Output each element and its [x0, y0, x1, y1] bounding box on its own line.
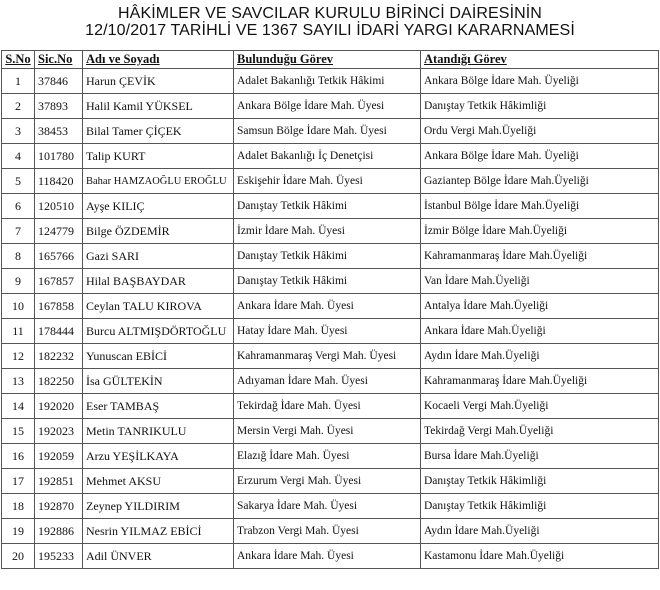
row-sno: 3	[2, 119, 35, 144]
table-row	[2, 319, 659, 344]
column-header-sno: S.No	[2, 51, 35, 69]
row-name: Ceylan TALU KIROVA	[83, 294, 234, 319]
row-sicno: 182250	[35, 369, 83, 394]
row-name: Nesrin YILMAZ EBİCİ	[83, 519, 234, 544]
table-row	[2, 219, 659, 244]
row-sicno: 167857	[35, 269, 83, 294]
row-assigned-post: Van İdare Mah.Üyeliği	[421, 269, 659, 294]
row-name: Yunuscan EBİCİ	[83, 344, 234, 369]
table-row	[2, 194, 659, 219]
row-sicno: 192059	[35, 444, 83, 469]
row-name: Ayşe KILIÇ	[83, 194, 234, 219]
row-sicno: 165766	[35, 244, 83, 269]
row-sicno: 192886	[35, 519, 83, 544]
row-sno: 14	[2, 394, 35, 419]
row-sno: 17	[2, 469, 35, 494]
row-assigned-post: Antalya İdare Mah.Üyeliği	[421, 294, 659, 319]
column-header-sicno: Sic.No	[35, 51, 83, 69]
row-sno: 4	[2, 144, 35, 169]
row-current-post: Danıştay Tetkik Hâkimi	[234, 269, 421, 294]
row-name: Halil Kamil YÜKSEL	[83, 94, 234, 119]
row-current-post: Adalet Bakanlığı İç Denetçisi	[234, 144, 421, 169]
row-current-post: Trabzon Vergi Mah. Üyesi	[234, 519, 421, 544]
row-sno: 18	[2, 494, 35, 519]
row-current-post: Danıştay Tetkik Hâkimi	[234, 244, 421, 269]
row-assigned-post: Danıştay Tetkik Hâkimliği	[421, 94, 659, 119]
row-sno: 8	[2, 244, 35, 269]
row-name: Eser TAMBAŞ	[83, 394, 234, 419]
table-row	[2, 344, 659, 369]
appointments-table	[1, 50, 659, 569]
row-sicno: 101780	[35, 144, 83, 169]
row-current-post: Ankara Bölge İdare Mah. Üyesi	[234, 94, 421, 119]
table-row	[2, 69, 659, 94]
row-name: Metin TANRIKULU	[83, 419, 234, 444]
table-row	[2, 419, 659, 444]
row-assigned-post: Kahramanmaraş İdare Mah.Üyeliği	[421, 244, 659, 269]
row-sicno: 38453	[35, 119, 83, 144]
row-sno: 13	[2, 369, 35, 394]
row-current-post: Sakarya İdare Mah. Üyesi	[234, 494, 421, 519]
row-name: Bilal Tamer ÇİÇEK	[83, 119, 234, 144]
row-assigned-post: Kahramanmaraş İdare Mah.Üyeliği	[421, 369, 659, 394]
row-sno: 9	[2, 269, 35, 294]
row-assigned-post: Tekirdağ Vergi Mah.Üyeliği	[421, 419, 659, 444]
row-sno: 19	[2, 519, 35, 544]
table-row	[2, 169, 659, 194]
row-current-post: Tekirdağ İdare Mah. Üyesi	[234, 394, 421, 419]
table-row	[2, 544, 659, 569]
row-current-post: Danıştay Tetkik Hâkimi	[234, 194, 421, 219]
row-sno: 12	[2, 344, 35, 369]
row-sno: 10	[2, 294, 35, 319]
row-name: Talip KURT	[83, 144, 234, 169]
row-current-post: Hatay İdare Mah. Üyesi	[234, 319, 421, 344]
row-assigned-post: Gaziantep Bölge İdare Mah.Üyeliği	[421, 169, 659, 194]
row-sicno: 124779	[35, 219, 83, 244]
row-name: Hilal BAŞBAYDAR	[83, 269, 234, 294]
row-current-post: Adalet Bakanlığı Tetkik Hâkimi	[234, 69, 421, 94]
row-sno: 7	[2, 219, 35, 244]
row-sno: 20	[2, 544, 35, 569]
row-current-post: Mersin Vergi Mah. Üyesi	[234, 419, 421, 444]
column-header-name: Adı ve Soyadı	[83, 51, 234, 69]
table-row	[2, 94, 659, 119]
row-assigned-post: Danıştay Tetkik Hâkimliği	[421, 494, 659, 519]
row-assigned-post: Ankara Bölge İdare Mah. Üyeliği	[421, 144, 659, 169]
row-assigned-post: Bursa İdare Mah.Üyeliği	[421, 444, 659, 469]
row-name: Gazi SARI	[83, 244, 234, 269]
row-sicno: 192020	[35, 394, 83, 419]
row-current-post: Ankara İdare Mah. Üyesi	[234, 294, 421, 319]
table-row	[2, 469, 659, 494]
table-row	[2, 119, 659, 144]
table-row	[2, 369, 659, 394]
table-row	[2, 394, 659, 419]
row-sno: 15	[2, 419, 35, 444]
row-current-post: Ankara İdare Mah. Üyesi	[234, 544, 421, 569]
table-row	[2, 244, 659, 269]
row-assigned-post: Kastamonu İdare Mah.Üyeliği	[421, 544, 659, 569]
table-row	[2, 444, 659, 469]
row-sicno: 167858	[35, 294, 83, 319]
row-sno: 6	[2, 194, 35, 219]
row-name: Mehmet AKSU	[83, 469, 234, 494]
row-sicno: 118420	[35, 169, 83, 194]
table-row	[2, 269, 659, 294]
row-assigned-post: Aydın İdare Mah.Üyeliği	[421, 519, 659, 544]
row-current-post: Elazığ İdare Mah. Üyesi	[234, 444, 421, 469]
row-current-post: Samsun Bölge İdare Mah. Üyesi	[234, 119, 421, 144]
row-assigned-post: Kocaeli Vergi Mah.Üyeliği	[421, 394, 659, 419]
row-assigned-post: İstanbul Bölge İdare Mah.Üyeliği	[421, 194, 659, 219]
row-assigned-post: Ankara Bölge İdare Mah. Üyeliği	[421, 69, 659, 94]
row-name: Arzu YEŞİLKAYA	[83, 444, 234, 469]
row-sicno: 195233	[35, 544, 83, 569]
row-assigned-post: Aydın İdare Mah.Üyeliği	[421, 344, 659, 369]
row-sicno: 37893	[35, 94, 83, 119]
row-sicno: 192870	[35, 494, 83, 519]
table-row	[2, 294, 659, 319]
row-assigned-post: Ordu Vergi Mah.Üyeliği	[421, 119, 659, 144]
row-sno: 16	[2, 444, 35, 469]
column-header-assigned-post: Atandığı Görev	[421, 51, 659, 69]
row-current-post: Eskişehir İdare Mah. Üyesi	[234, 169, 421, 194]
row-name: Harun ÇEVİK	[83, 69, 234, 94]
row-assigned-post: Ankara İdare Mah.Üyeliği	[421, 319, 659, 344]
row-name: Adil ÜNVER	[83, 544, 234, 569]
table-row	[2, 494, 659, 519]
row-current-post: Erzurum Vergi Mah. Üyesi	[234, 469, 421, 494]
table-row	[2, 519, 659, 544]
table-row	[2, 144, 659, 169]
row-sicno: 120510	[35, 194, 83, 219]
row-name: Zeynep YILDIRIM	[83, 494, 234, 519]
row-sicno: 178444	[35, 319, 83, 344]
row-current-post: Kahramanmaraş Vergi Mah. Üyesi	[234, 344, 421, 369]
row-sno: 2	[2, 94, 35, 119]
document-title-line-2: 12/10/2017 TARİHLİ VE 1367 SAYILI İDARİ YARGI KARARNAMESİ	[85, 22, 575, 39]
row-name: Bahar HAMZAOĞLU EROĞLU	[83, 169, 234, 194]
row-sicno: 192023	[35, 419, 83, 444]
row-sno: 5	[2, 169, 35, 194]
column-header-current-post: Bulunduğu Görev	[234, 51, 421, 69]
row-sicno: 37846	[35, 69, 83, 94]
row-name: Bilge ÖZDEMİR	[83, 219, 234, 244]
row-name: İsa GÜLTEKİN	[83, 369, 234, 394]
row-assigned-post: İzmir Bölge İdare Mah.Üyeliği	[421, 219, 659, 244]
row-current-post: Adıyaman İdare Mah. Üyesi	[234, 369, 421, 394]
table-header-row	[2, 51, 659, 69]
row-sicno: 182232	[35, 344, 83, 369]
row-sno: 11	[2, 319, 35, 344]
row-current-post: İzmir İdare Mah. Üyesi	[234, 219, 421, 244]
row-assigned-post: Danıştay Tetkik Hâkimliği	[421, 469, 659, 494]
document-title-line-1: HÂKİMLER VE SAVCILAR KURULU BİRİNCİ DAİRESİNİN	[118, 5, 542, 22]
row-name: Burcu ALTMIŞDÖRTOĞLU	[83, 319, 234, 344]
row-sicno: 192851	[35, 469, 83, 494]
row-sno: 1	[2, 69, 35, 94]
